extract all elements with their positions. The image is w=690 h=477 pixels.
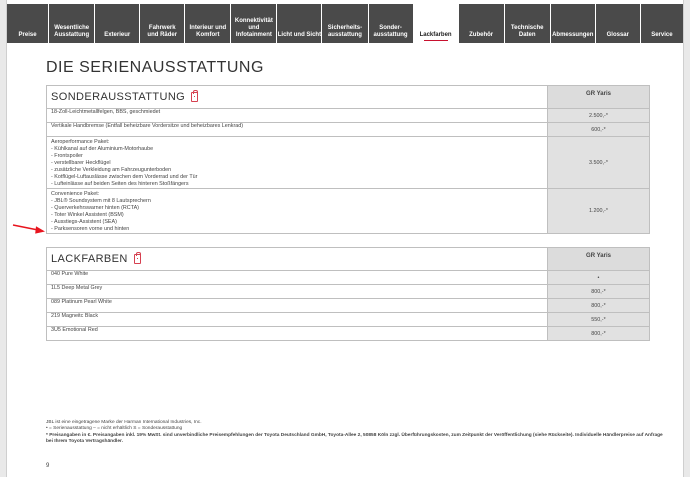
tab-label: Preise (18, 32, 37, 39)
package-item: - JBL® Soundsystem mit 8 Lautsprechern (51, 198, 151, 204)
tab-label: Glossar (606, 32, 629, 39)
tab-sonder-ausstattung[interactable] (369, 4, 413, 43)
color-price: 800,-* (548, 285, 650, 299)
tab-label: Sicherheits- ausstattung (327, 25, 363, 39)
page-number: 9 (46, 463, 50, 469)
option-price: 1.200,-* (548, 189, 650, 234)
table-header (47, 248, 650, 271)
color-price: 800,-* (548, 299, 650, 313)
tab-zubehör[interactable] (459, 4, 504, 43)
package-item: - Kotflügel-Luftauslässe zwischen dem Vorderrad und der Tür (51, 174, 198, 180)
tab-glossar[interactable] (596, 4, 640, 43)
table-row-aero-package (47, 137, 650, 189)
tab-label: Interieur und Komfort (189, 25, 227, 39)
option-price: 3.500,-* (548, 137, 650, 189)
table-row (47, 327, 650, 341)
tab-label: Lackfarben (419, 32, 452, 39)
tab-sicherheits-ausstattung[interactable] (322, 4, 367, 43)
section-title: SONDERAUSSTATTUNG (51, 91, 186, 103)
legend-note: • = Serienausstattung – = nicht erhältlich S = Sonderausstattung (46, 426, 183, 432)
right-frame (683, 0, 690, 477)
section-header-cell (47, 248, 548, 271)
color-label: 219 Magneitc Black (47, 313, 548, 327)
table-row (47, 109, 650, 123)
package-item: - Parksensoren vorne und hinten (51, 226, 130, 232)
package-item: - Querverkehrswarner hinten (RCTA) (51, 205, 139, 211)
table-row (47, 285, 650, 299)
footnotes (46, 420, 666, 445)
package-item: - Toter Winkel Assistent (BSM) (51, 212, 124, 218)
option-price: 600,-* (548, 123, 650, 137)
tab-lackfarben[interactable] (414, 4, 458, 43)
tab-service[interactable] (641, 4, 683, 43)
table-header (47, 86, 650, 109)
sonderausstattung-table (46, 85, 650, 234)
color-price: 800,-* (548, 327, 650, 341)
tab-label: Licht und Sicht (277, 32, 322, 39)
tab-abmessungen[interactable] (551, 4, 595, 43)
package-item: - Frontspoiler (51, 153, 83, 159)
model-header: GR Yaris (548, 86, 650, 109)
tab-fahrwerk-und-räder[interactable] (140, 4, 184, 43)
tab-label: Wesentliche Ausstattung (54, 25, 90, 39)
table-row (47, 299, 650, 313)
option-label: Vertikale Handbremse (Entfall beheizbare Vordersitze und beheizbares Lenkrad) (47, 123, 548, 137)
table-row (47, 123, 650, 137)
red-arrow-icon (12, 222, 46, 236)
color-price: • (548, 271, 650, 285)
tab-label: Service (651, 32, 673, 39)
tab-preise[interactable] (7, 4, 48, 43)
color-label: 1L5 Deep Metal Grey (47, 285, 548, 299)
tab-licht-und-sicht[interactable] (277, 4, 321, 43)
package-title: Aeroperformance Paket: (51, 139, 110, 145)
package-item: - verstellbarer Heckflügel (51, 160, 111, 166)
package-item: - zusätzliche Verkleidung am Fahrzeugunterboden (51, 167, 172, 173)
tab-label: Konnektivität und Infotainment (234, 18, 273, 39)
package-item: - Ausstiegs-Assistent (SEA) (51, 219, 117, 225)
section-title: LACKFARBEN (51, 253, 128, 265)
tab-label: Zubehör (469, 32, 494, 39)
tab-label: Abmessungen (552, 32, 594, 39)
option-price: 2.500,-* (548, 109, 650, 123)
lackfarben-table (46, 247, 650, 341)
color-label: 040 Pure White (47, 271, 548, 285)
color-label: 089 Platinum Pearl White (47, 299, 548, 313)
color-label: 3U5 Emotional Red (47, 327, 548, 341)
package-title: Convenience Paket: (51, 191, 100, 197)
option-label: 18-Zoll-Leichtmetallfelgen, BBS, geschmiedet (47, 109, 548, 123)
tab-exterieur[interactable] (95, 4, 139, 43)
tab-label: Exterieur (104, 32, 131, 39)
package-item: - Lufteinlässe auf beiden Seiten des hinteren Stoßfängers (51, 181, 189, 187)
tab-label: Fahrwerk und Räder (147, 25, 178, 39)
shopping-bag-icon (191, 92, 198, 102)
package-item: - Kühlkanal auf der Aluminium-Motorhaube (51, 146, 154, 152)
table-row-convenience-package (47, 189, 650, 234)
package-cell (47, 189, 548, 234)
shopping-bag-icon (134, 254, 141, 264)
table-row (47, 313, 650, 327)
jbl-trademark-note: JBL ist eine eingetragene Marke der Harman International Industries, Inc. (46, 420, 202, 425)
table-row (47, 271, 650, 285)
tab-interieur-und-komfort[interactable] (185, 4, 230, 43)
tab-konnektivität-und-infotainment[interactable] (231, 4, 276, 43)
section-header-cell (47, 86, 548, 109)
tab-label: Sonder- ausstattung (373, 25, 408, 39)
left-frame (0, 0, 7, 477)
model-header: GR Yaris (548, 248, 650, 271)
price-note: * Preisangaben in €. Preisangaben inkl. 19% MwSt. sind unverbindliche Preisempfehlungen der Toyota Deutschland GmbH, Toyota-Allee 2, 50858 Köln zzgl. Überführungskosten, zum Zeitpunkt der Veröffentlichung (siehe Rückseite). Individuelle Händlerpreise auf Anfrage bei Ihrem Toyota Vertragshändler. (46, 432, 663, 444)
tab-label: Technische Daten (510, 25, 544, 39)
page-title: DIE SERIENAUSSTATTUNG (46, 59, 264, 76)
color-price: 550,-* (548, 313, 650, 327)
package-cell (47, 137, 548, 189)
tab-technische-daten[interactable] (505, 4, 550, 43)
tab-wesentliche-ausstattung[interactable] (49, 4, 94, 43)
section-nav (7, 4, 683, 43)
